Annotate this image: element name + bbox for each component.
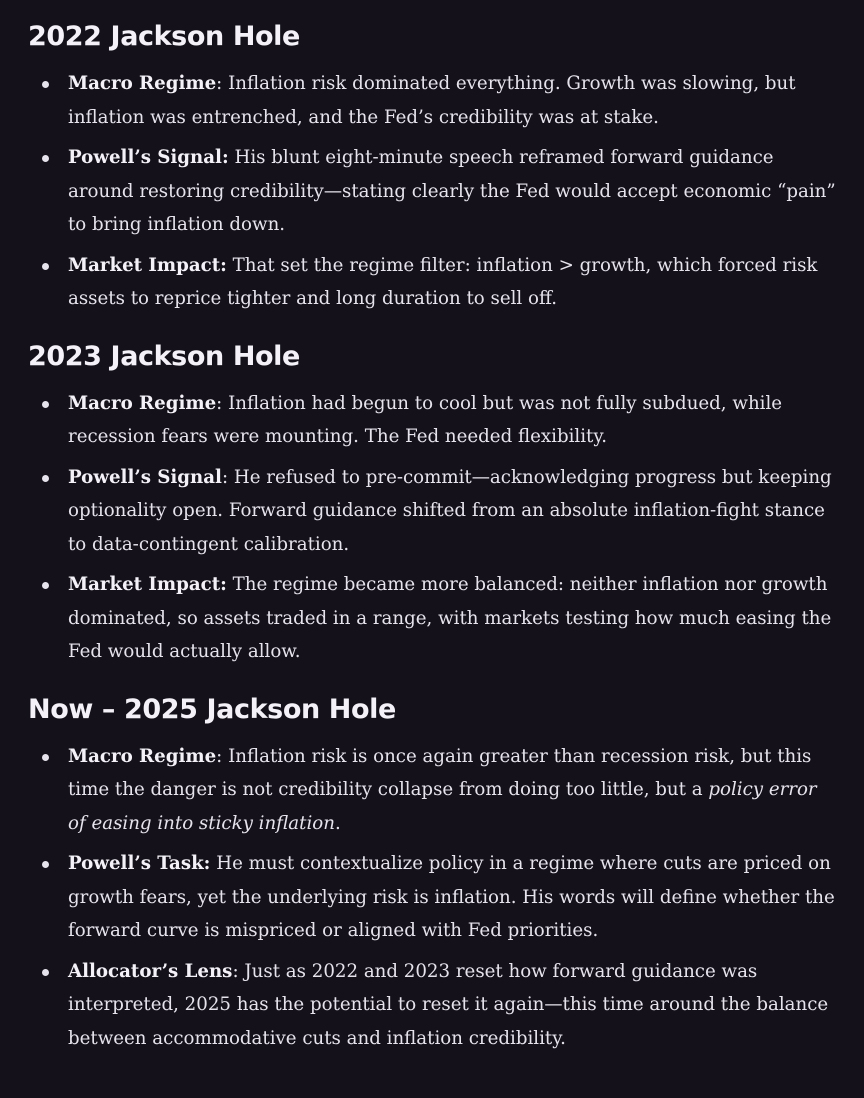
bullet-dot-icon — [42, 475, 49, 482]
item-label: Powell’s Signal — [68, 466, 222, 488]
section-title: Now – 2025 Jackson Hole — [28, 693, 396, 725]
list-item — [28, 249, 836, 316]
item-separator: : — [232, 960, 245, 982]
bullet-dot-icon — [42, 81, 49, 88]
item-text: His blunt eight-minute speech reframed forward guidance around restoring credibility—stating clearly the Fed would accept economic “pain” to bring inflation down. — [68, 147, 836, 235]
bullet-list — [28, 67, 836, 316]
item-text: He refused to pre-commit—acknowledging progress but keeping optionality open. Forward guidance shifted from an absolute inflation-fight stance to data-contingent calibration. — [68, 466, 832, 555]
list-item — [28, 67, 836, 134]
item-label: Macro Regime — [68, 73, 217, 94]
item-separator: : — [216, 745, 229, 767]
item-text: That set the regime filter: inflation > growth, which forced risk assets to reprice tighter and long duration to sell off. — [68, 254, 818, 309]
item-separator: : — [216, 73, 229, 94]
item-separator: : — [216, 392, 229, 414]
item-label: Allocator’s Lens — [68, 960, 233, 982]
bullet-list — [28, 740, 836, 1056]
item-label: Market Impact: — [68, 574, 227, 595]
bullet-dot-icon — [42, 861, 49, 868]
bullet-dot-icon — [42, 582, 49, 589]
bullet-list — [28, 387, 836, 669]
section-title: 2022 Jackson Hole — [28, 21, 300, 52]
item-emphasis: policy error of easing into sticky inflation — [68, 779, 817, 834]
list-item — [28, 141, 836, 242]
item-label: Market Impact: — [68, 254, 227, 276]
item-text: Inflation had begun to cool but was not fully subdued, while recession fears were mounting. The Fed needed flexibility. — [68, 392, 783, 447]
item-text: Inflation risk dominated everything. Growth was slowing, but inflation was entrenched, and the Fed’s credibility was at stake. — [68, 73, 796, 128]
item-label: Powell’s Task: — [68, 853, 211, 874]
item-separator: : — [221, 466, 234, 488]
list-item — [28, 387, 836, 454]
item-label: Macro Regime — [68, 392, 217, 414]
item-label: Macro Regime — [68, 745, 217, 767]
item-text: Just as 2022 and 2023 reset how forward guidance was interpreted, 2025 has the potential to reset it again—this time around the balance between accommodative cuts and inflation credibility. — [68, 960, 829, 1049]
section-title: 2023 Jackson Hole — [28, 340, 300, 372]
item-text: The regime became more balanced: neither inflation nor growth dominated, so assets traded in a range, with markets testing how much easing the Fed would actually allow. — [68, 574, 832, 662]
item-text: Inflation risk is once again greater than recession risk, but this time the danger is not credibility collapse from doing too little, but a — [68, 745, 812, 800]
bullet-dot-icon — [42, 969, 49, 976]
bullet-dot-icon — [42, 155, 49, 162]
section-2022 — [28, 18, 836, 316]
list-item — [28, 461, 836, 562]
bullet-dot-icon — [42, 401, 49, 408]
section-2023 — [28, 338, 836, 669]
list-item — [28, 740, 836, 841]
list-item — [28, 955, 836, 1056]
item-text: He must contextualize policy in a regime where cuts are priced on growth fears, yet the underlying risk is inflation. His words will define whether the forward curve is mispriced or aligned with Fed priorities. — [68, 853, 835, 941]
section-2025 — [28, 691, 836, 1056]
item-tail: . — [334, 812, 341, 834]
bullet-dot-icon — [42, 754, 49, 761]
list-item — [28, 568, 836, 669]
item-label: Powell’s Signal: — [68, 147, 229, 168]
list-item — [28, 847, 836, 948]
bullet-dot-icon — [42, 263, 49, 270]
